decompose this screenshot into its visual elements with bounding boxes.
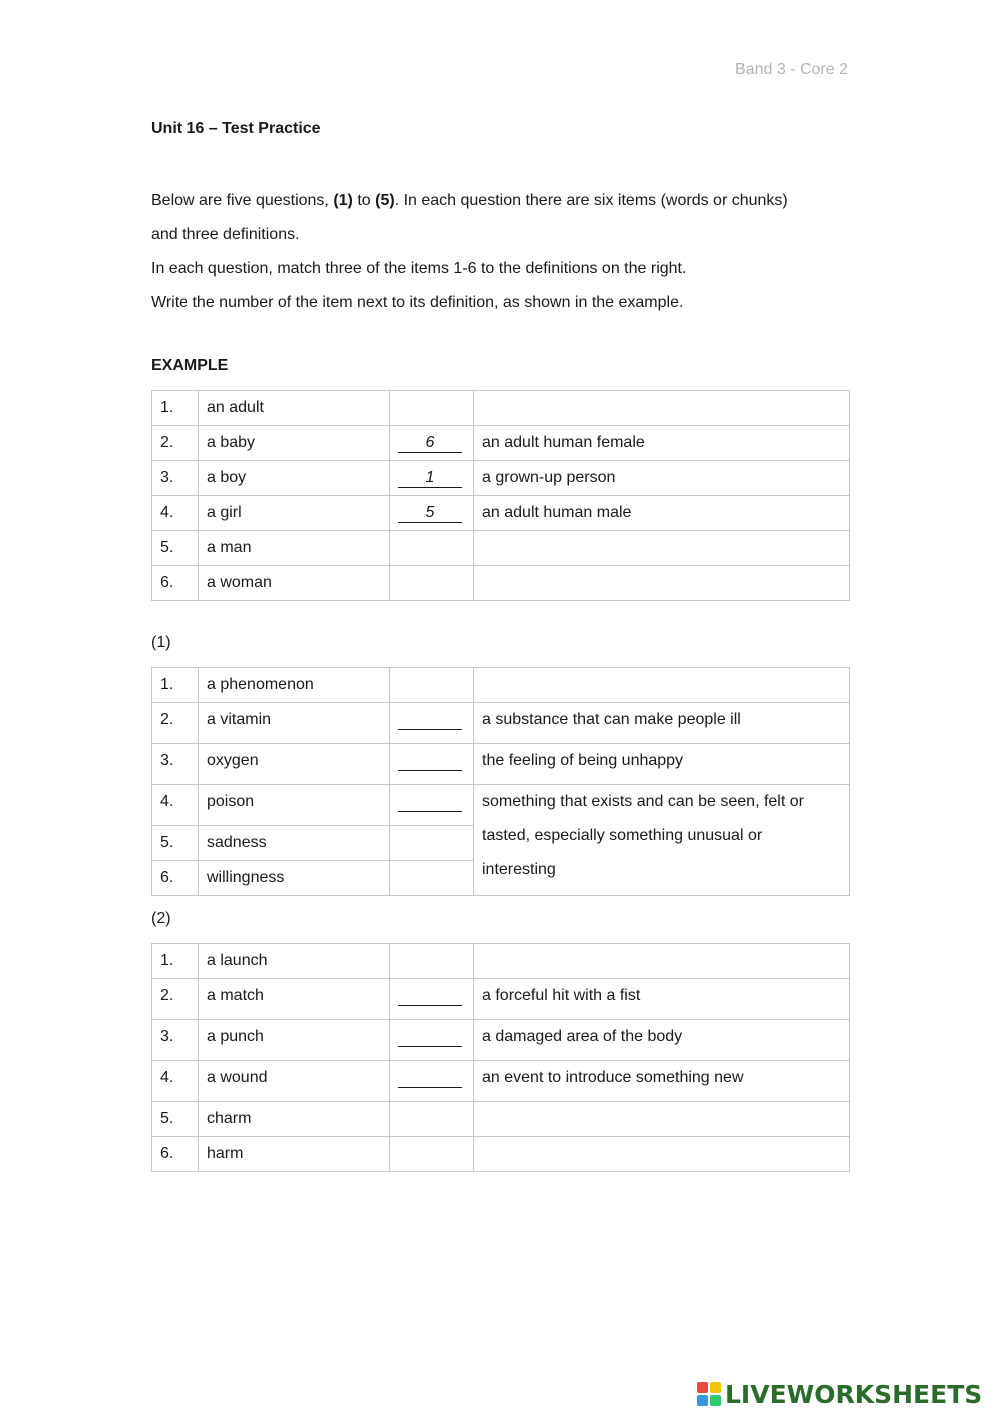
question-2-label: (2) [151, 910, 171, 927]
item-text: a man [199, 531, 390, 566]
item-number: 3. [152, 1020, 199, 1061]
answer-cell [390, 426, 474, 461]
item-number: 3. [152, 461, 199, 496]
item-text: a baby [199, 426, 390, 461]
instructions-line-4: Write the number of the item next to its definition, as shown in the example. [151, 294, 684, 311]
item-number: 5. [152, 826, 199, 861]
definition-cell: a forceful hit with a fist [474, 979, 850, 1020]
answer-cell [390, 496, 474, 531]
answer-cell [390, 668, 474, 703]
item-text: a punch [199, 1020, 390, 1061]
liveworksheets-logo[interactable] [697, 1378, 982, 1410]
item-text: a phenomenon [199, 668, 390, 703]
definition-cell: a damaged area of the body [474, 1020, 850, 1061]
question-2-table [151, 943, 850, 1172]
table-row [152, 1102, 850, 1137]
table-row [152, 1020, 850, 1061]
item-number: 5. [152, 1102, 199, 1137]
answer-cell[interactable] [390, 744, 474, 785]
definition-cell [474, 1137, 850, 1172]
definition-cell [474, 668, 850, 703]
answer-cell [390, 1137, 474, 1172]
logo-text: LIVEWORKSHEETS [725, 1379, 983, 1409]
item-number: 6. [152, 1137, 199, 1172]
logo-square [710, 1382, 721, 1393]
answer-cell[interactable] [390, 703, 474, 744]
definition-cell [474, 944, 850, 979]
definition-cell: an adult human female [474, 426, 850, 461]
logo-icon [697, 1382, 721, 1406]
table-row [152, 531, 850, 566]
item-number: 4. [152, 785, 199, 826]
item-text: willingness [199, 861, 390, 896]
definition-cell [474, 391, 850, 426]
item-number: 4. [152, 1061, 199, 1102]
answer-cell[interactable] [390, 979, 474, 1020]
definition-line: interesting [482, 861, 556, 878]
answer-cell [390, 826, 474, 861]
definition-cell: an event to introduce something new [474, 1061, 850, 1102]
answer-input[interactable] [398, 794, 462, 812]
item-text: poison [199, 785, 390, 826]
item-number: 6. [152, 861, 199, 896]
instructions-line-3: In each question, match three of the items 1-6 to the definitions on the right. [151, 260, 687, 277]
definition-cell [474, 566, 850, 601]
example-label: EXAMPLE [151, 357, 229, 374]
item-text: a woman [199, 566, 390, 601]
definition-cell: the feeling of being unhappy [474, 744, 850, 785]
definition-cell: an adult human male [474, 496, 850, 531]
item-number: 2. [152, 703, 199, 744]
answer-cell[interactable] [390, 785, 474, 826]
answer-input[interactable] [398, 1070, 462, 1088]
example-table [151, 390, 850, 601]
answer-input[interactable] [398, 712, 462, 730]
answer-cell[interactable] [390, 1061, 474, 1102]
table-row [152, 496, 850, 531]
table-row [152, 1137, 850, 1172]
answer-cell [390, 391, 474, 426]
item-number: 2. [152, 979, 199, 1020]
definition-cell [474, 531, 850, 566]
logo-square [697, 1395, 708, 1406]
table-row [152, 785, 850, 826]
page-title: Unit 16 – Test Practice [151, 120, 321, 137]
item-text: a match [199, 979, 390, 1020]
answer-input[interactable] [398, 988, 462, 1006]
definition-cell: a grown-up person [474, 461, 850, 496]
question-1-table [151, 667, 850, 896]
item-text: a vitamin [199, 703, 390, 744]
item-text: oxygen [199, 744, 390, 785]
answer-cell [390, 944, 474, 979]
item-text: a wound [199, 1061, 390, 1102]
answer-cell [390, 461, 474, 496]
answer-cell [390, 1102, 474, 1137]
table-row [152, 461, 850, 496]
definition-cell [474, 1102, 850, 1137]
instructions [151, 184, 851, 320]
answer-cell [390, 566, 474, 601]
item-number: 6. [152, 566, 199, 601]
answer-blank: 1 [398, 470, 462, 488]
item-number: 4. [152, 496, 199, 531]
item-text: a boy [199, 461, 390, 496]
table-row [152, 668, 850, 703]
definition-cell [474, 785, 850, 896]
answer-cell [390, 531, 474, 566]
item-text: harm [199, 1137, 390, 1172]
table-row [152, 979, 850, 1020]
answer-blank: 5 [398, 505, 462, 523]
item-text: a girl [199, 496, 390, 531]
item-number: 2. [152, 426, 199, 461]
item-text: charm [199, 1102, 390, 1137]
answer-input[interactable] [398, 753, 462, 771]
item-text: sadness [199, 826, 390, 861]
answer-blank: 6 [398, 435, 462, 453]
item-number: 3. [152, 744, 199, 785]
answer-cell[interactable] [390, 1020, 474, 1061]
definition-line: tasted, especially something unusual or [482, 827, 763, 844]
item-number: 1. [152, 668, 199, 703]
table-row [152, 1061, 850, 1102]
answer-cell [390, 861, 474, 896]
definition-line: something that exists and can be seen, felt or [482, 793, 804, 810]
table-row [152, 391, 850, 426]
answer-input[interactable] [398, 1029, 462, 1047]
instructions-line-2: and three definitions. [151, 226, 300, 243]
instructions-line-1: Below are five questions, (1) to (5). In each question there are six items (words or chunks) [151, 192, 788, 209]
item-number: 5. [152, 531, 199, 566]
logo-square [710, 1395, 721, 1406]
question-1-label: (1) [151, 634, 171, 651]
table-row [152, 944, 850, 979]
band-label: Band 3 - Core 2 [735, 61, 848, 78]
item-number: 1. [152, 944, 199, 979]
table-row [152, 426, 850, 461]
table-row [152, 744, 850, 785]
table-row [152, 703, 850, 744]
logo-square [697, 1382, 708, 1393]
definition-cell: a substance that can make people ill [474, 703, 850, 744]
item-text: an adult [199, 391, 390, 426]
item-text: a launch [199, 944, 390, 979]
item-number: 1. [152, 391, 199, 426]
table-row [152, 566, 850, 601]
